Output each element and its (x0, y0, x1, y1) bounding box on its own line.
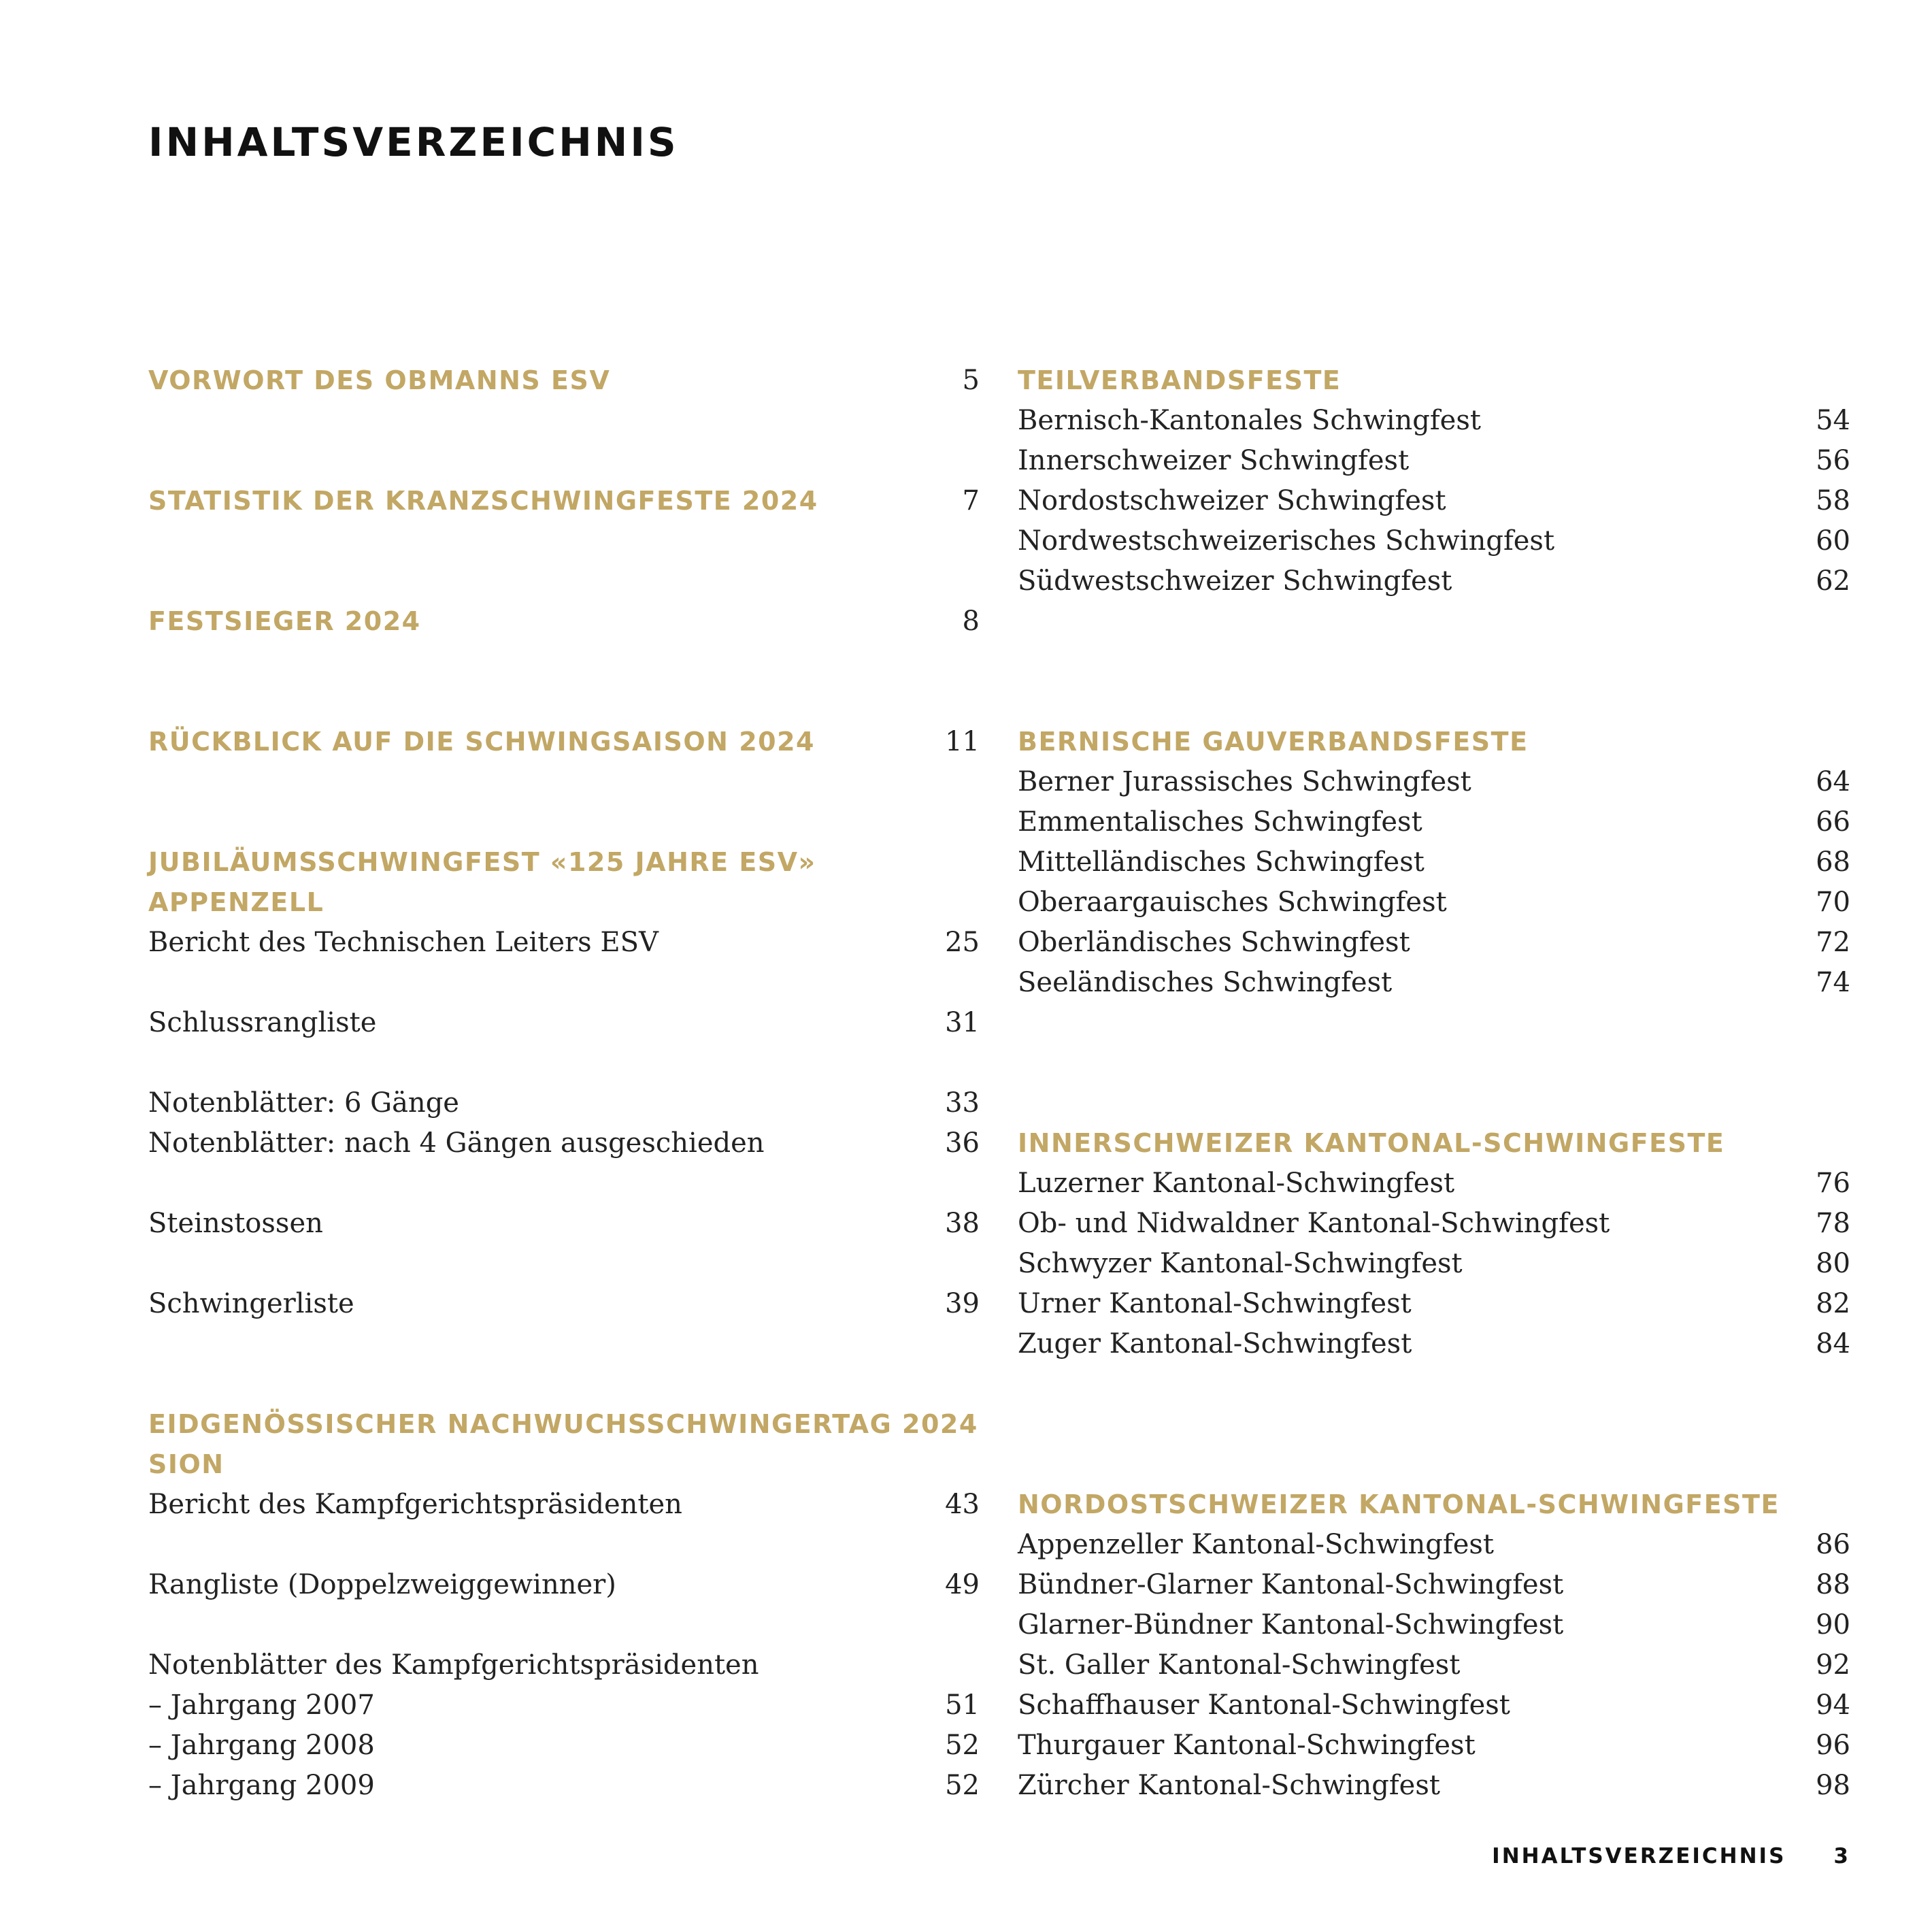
toc-right-column (1018, 361, 1850, 1806)
page-number: 78 (1816, 1208, 1850, 1239)
entry-label: Seeländisches Schwingfest (1018, 967, 1393, 998)
entry-label: Urner Kantonal-Schwingfest (1018, 1288, 1412, 1319)
page-number: 11 (945, 726, 980, 757)
footer-page-number: 3 (1833, 1844, 1850, 1868)
page-title: INHALTSVERZEICHNIS (148, 119, 679, 165)
page-number: 70 (1816, 887, 1850, 918)
page-number: 52 (945, 1730, 980, 1761)
section-heading: VORWORT DES OBMANNS ESV (148, 365, 611, 395)
page-number: 86 (1816, 1529, 1850, 1560)
page-number: 8 (962, 606, 980, 637)
entry-label: Schaffhauser Kantonal-Schwingfest (1018, 1689, 1510, 1721)
entry-label: Innerschweizer Schwingfest (1018, 445, 1410, 476)
entry-label: Emmentalisches Schwingfest (1018, 806, 1422, 838)
page-number: 38 (945, 1208, 980, 1239)
toc-section-nordost-heading (1018, 1485, 1850, 1525)
toc-entry[interactable] (1018, 1284, 1850, 1324)
toc-entry[interactable] (148, 1565, 980, 1605)
page-number: 98 (1816, 1770, 1850, 1801)
toc-entry[interactable] (1018, 1204, 1850, 1244)
toc-entry[interactable] (1018, 1726, 1850, 1766)
entry-label: – Jahrgang 2008 (148, 1730, 375, 1761)
section-heading: RÜCKBLICK AUF DIE SCHWINGSAISON 2024 (148, 727, 815, 757)
toc-entry[interactable] (1018, 1324, 1850, 1364)
toc-entry[interactable] (1018, 1525, 1850, 1565)
toc-entry[interactable] (1018, 1766, 1850, 1806)
toc-section-teilverband-heading (1018, 361, 1850, 401)
toc-entry[interactable] (1018, 1565, 1850, 1605)
page-number: 58 (1816, 485, 1850, 516)
page-number: 25 (945, 927, 980, 958)
page-number: 60 (1816, 525, 1850, 557)
toc-entry[interactable] (148, 1204, 980, 1244)
toc-section-nachwuchs-heading-2 (148, 1445, 980, 1485)
toc-entry[interactable] (1018, 762, 1850, 802)
toc-entry[interactable] (148, 1726, 980, 1766)
toc-entry[interactable] (148, 1083, 980, 1123)
toc-section-bernisch-heading (1018, 722, 1850, 762)
entry-label: Thurgauer Kantonal-Schwingfest (1018, 1730, 1476, 1761)
toc-entry[interactable] (1018, 1244, 1850, 1284)
entry-label: Südwestschweizer Schwingfest (1018, 565, 1452, 597)
page-number: 62 (1816, 565, 1850, 597)
toc-section-rueckblick[interactable] (148, 722, 980, 762)
entry-label: – Jahrgang 2009 (148, 1770, 375, 1801)
toc-section-festsieger[interactable] (148, 601, 980, 642)
page-number: 94 (1816, 1689, 1850, 1721)
toc-entry[interactable] (1018, 1605, 1850, 1645)
page-number: 84 (1816, 1328, 1850, 1359)
toc-entry[interactable] (148, 1485, 980, 1525)
toc-entry[interactable] (148, 1123, 980, 1164)
toc-entry[interactable] (1018, 883, 1850, 923)
entry-label: St. Galler Kantonal-Schwingfest (1018, 1649, 1461, 1681)
entry-label: Bernisch-Kantonales Schwingfest (1018, 405, 1481, 436)
entry-label: Oberaargauisches Schwingfest (1018, 887, 1447, 918)
section-heading: BERNISCHE GAUVERBANDSFESTE (1018, 727, 1529, 757)
entry-label: Bericht des Technischen Leiters ESV (148, 927, 659, 958)
toc-entry[interactable] (1018, 1645, 1850, 1685)
entry-label: Nordwestschweizerisches Schwingfest (1018, 525, 1555, 557)
page-footer (1492, 1844, 1850, 1868)
toc-entry[interactable] (148, 923, 980, 963)
entry-label: Appenzeller Kantonal-Schwingfest (1018, 1529, 1494, 1560)
toc-entry[interactable] (1018, 963, 1850, 1003)
page-number: 36 (945, 1127, 980, 1159)
toc-entry[interactable] (1018, 1685, 1850, 1726)
page-number: 80 (1816, 1248, 1850, 1279)
entry-label: Schwingerliste (148, 1288, 354, 1319)
toc-left-column (148, 361, 980, 1806)
entry-label: Notenblätter: 6 Gänge (148, 1087, 459, 1119)
page-number: 33 (945, 1087, 980, 1119)
entry-label: Oberländisches Schwingfest (1018, 927, 1410, 958)
entry-label: – Jahrgang 2007 (148, 1689, 375, 1721)
page-number: 92 (1816, 1649, 1850, 1681)
footer-label: INHALTSVERZEICHNIS (1492, 1844, 1786, 1868)
page-number: 76 (1816, 1168, 1850, 1199)
page-number: 56 (1816, 445, 1850, 476)
page-number: 51 (945, 1689, 980, 1721)
page-number: 31 (945, 1007, 980, 1038)
section-heading: INNERSCHWEIZER KANTONAL-SCHWINGFESTE (1018, 1128, 1725, 1158)
page-number: 5 (962, 365, 980, 396)
page-number: 90 (1816, 1609, 1850, 1641)
toc-entry[interactable] (1018, 923, 1850, 963)
entry-label: Nordostschweizer Schwingfest (1018, 485, 1446, 516)
page-number: 66 (1816, 806, 1850, 838)
page-number: 64 (1816, 766, 1850, 797)
page-number: 74 (1816, 967, 1850, 998)
toc-entry[interactable] (1018, 1164, 1850, 1204)
toc-entry[interactable] (1018, 521, 1850, 561)
section-heading: TEILVERBANDSFESTE (1018, 365, 1342, 395)
entry-label: Bündner-Glarner Kantonal-Schwingfest (1018, 1569, 1564, 1600)
page-number: 49 (945, 1569, 980, 1600)
entry-label: Notenblätter: nach 4 Gängen ausgeschieden (148, 1127, 765, 1159)
entry-label: Notenblätter des Kampfgerichtspräsidenten (148, 1649, 759, 1681)
toc-entry[interactable] (148, 1766, 980, 1806)
section-heading: EIDGENÖSSISCHER NACHWUCHSSCHWINGERTAG 2024 (148, 1409, 978, 1439)
entry-label: Bericht des Kampfgerichtspräsidenten (148, 1489, 682, 1520)
entry-label: Luzerner Kantonal-Schwingfest (1018, 1168, 1455, 1199)
page-number: 43 (945, 1489, 980, 1520)
toc-section-vorwort[interactable] (148, 361, 980, 401)
section-heading: FESTSIEGER 2024 (148, 606, 421, 636)
page-number: 96 (1816, 1730, 1850, 1761)
toc-entry[interactable] (148, 1685, 980, 1726)
section-heading: NORDOSTSCHWEIZER KANTONAL-SCHWINGFESTE (1018, 1489, 1780, 1519)
toc-entry[interactable] (1018, 802, 1850, 842)
entry-label: Zürcher Kantonal-Schwingfest (1018, 1770, 1440, 1801)
section-heading: APPENZELL (148, 887, 324, 917)
entry-label: Zuger Kantonal-Schwingfest (1018, 1328, 1412, 1359)
entry-label: Ob- und Nidwaldner Kantonal-Schwingfest (1018, 1208, 1610, 1239)
entry-label: Glarner-Bündner Kantonal-Schwingfest (1018, 1609, 1564, 1641)
page-number: 54 (1816, 405, 1850, 436)
section-heading: STATISTIK DER KRANZSCHWINGFESTE 2024 (148, 486, 818, 516)
toc-section-jubilaeum-heading-2 (148, 883, 980, 923)
page-number: 39 (945, 1288, 980, 1319)
entry-label: Schlussrangliste (148, 1007, 377, 1038)
entry-label: Steinstossen (148, 1208, 323, 1239)
section-heading: JUBILÄUMSSCHWINGFEST «125 JAHRE ESV» (148, 847, 816, 877)
toc-entry[interactable] (1018, 441, 1850, 481)
page-number: 88 (1816, 1569, 1850, 1600)
toc-section-innerschweiz-heading (1018, 1123, 1850, 1164)
toc-entry[interactable] (148, 1003, 980, 1043)
toc-entry[interactable] (1018, 401, 1850, 441)
entry-label: Schwyzer Kantonal-Schwingfest (1018, 1248, 1463, 1279)
entry-label: Berner Jurassisches Schwingfest (1018, 766, 1471, 797)
toc-section-nachwuchs-heading (148, 1404, 980, 1445)
toc-entry[interactable] (1018, 842, 1850, 883)
toc-section-jubilaeum-heading (148, 842, 980, 883)
toc-section-statistik[interactable] (148, 481, 980, 521)
toc-entry (148, 1645, 980, 1685)
toc-entry[interactable] (148, 1284, 980, 1324)
entry-label: Mittelländisches Schwingfest (1018, 846, 1425, 878)
section-heading: SION (148, 1449, 224, 1479)
page-number: 82 (1816, 1288, 1850, 1319)
page-number: 72 (1816, 927, 1850, 958)
page-number: 52 (945, 1770, 980, 1801)
toc-entry[interactable] (1018, 481, 1850, 521)
page-number: 68 (1816, 846, 1850, 878)
entry-label: Rangliste (Doppelzweiggewinner) (148, 1569, 616, 1600)
toc-entry[interactable] (1018, 561, 1850, 601)
page-number: 7 (962, 485, 980, 516)
